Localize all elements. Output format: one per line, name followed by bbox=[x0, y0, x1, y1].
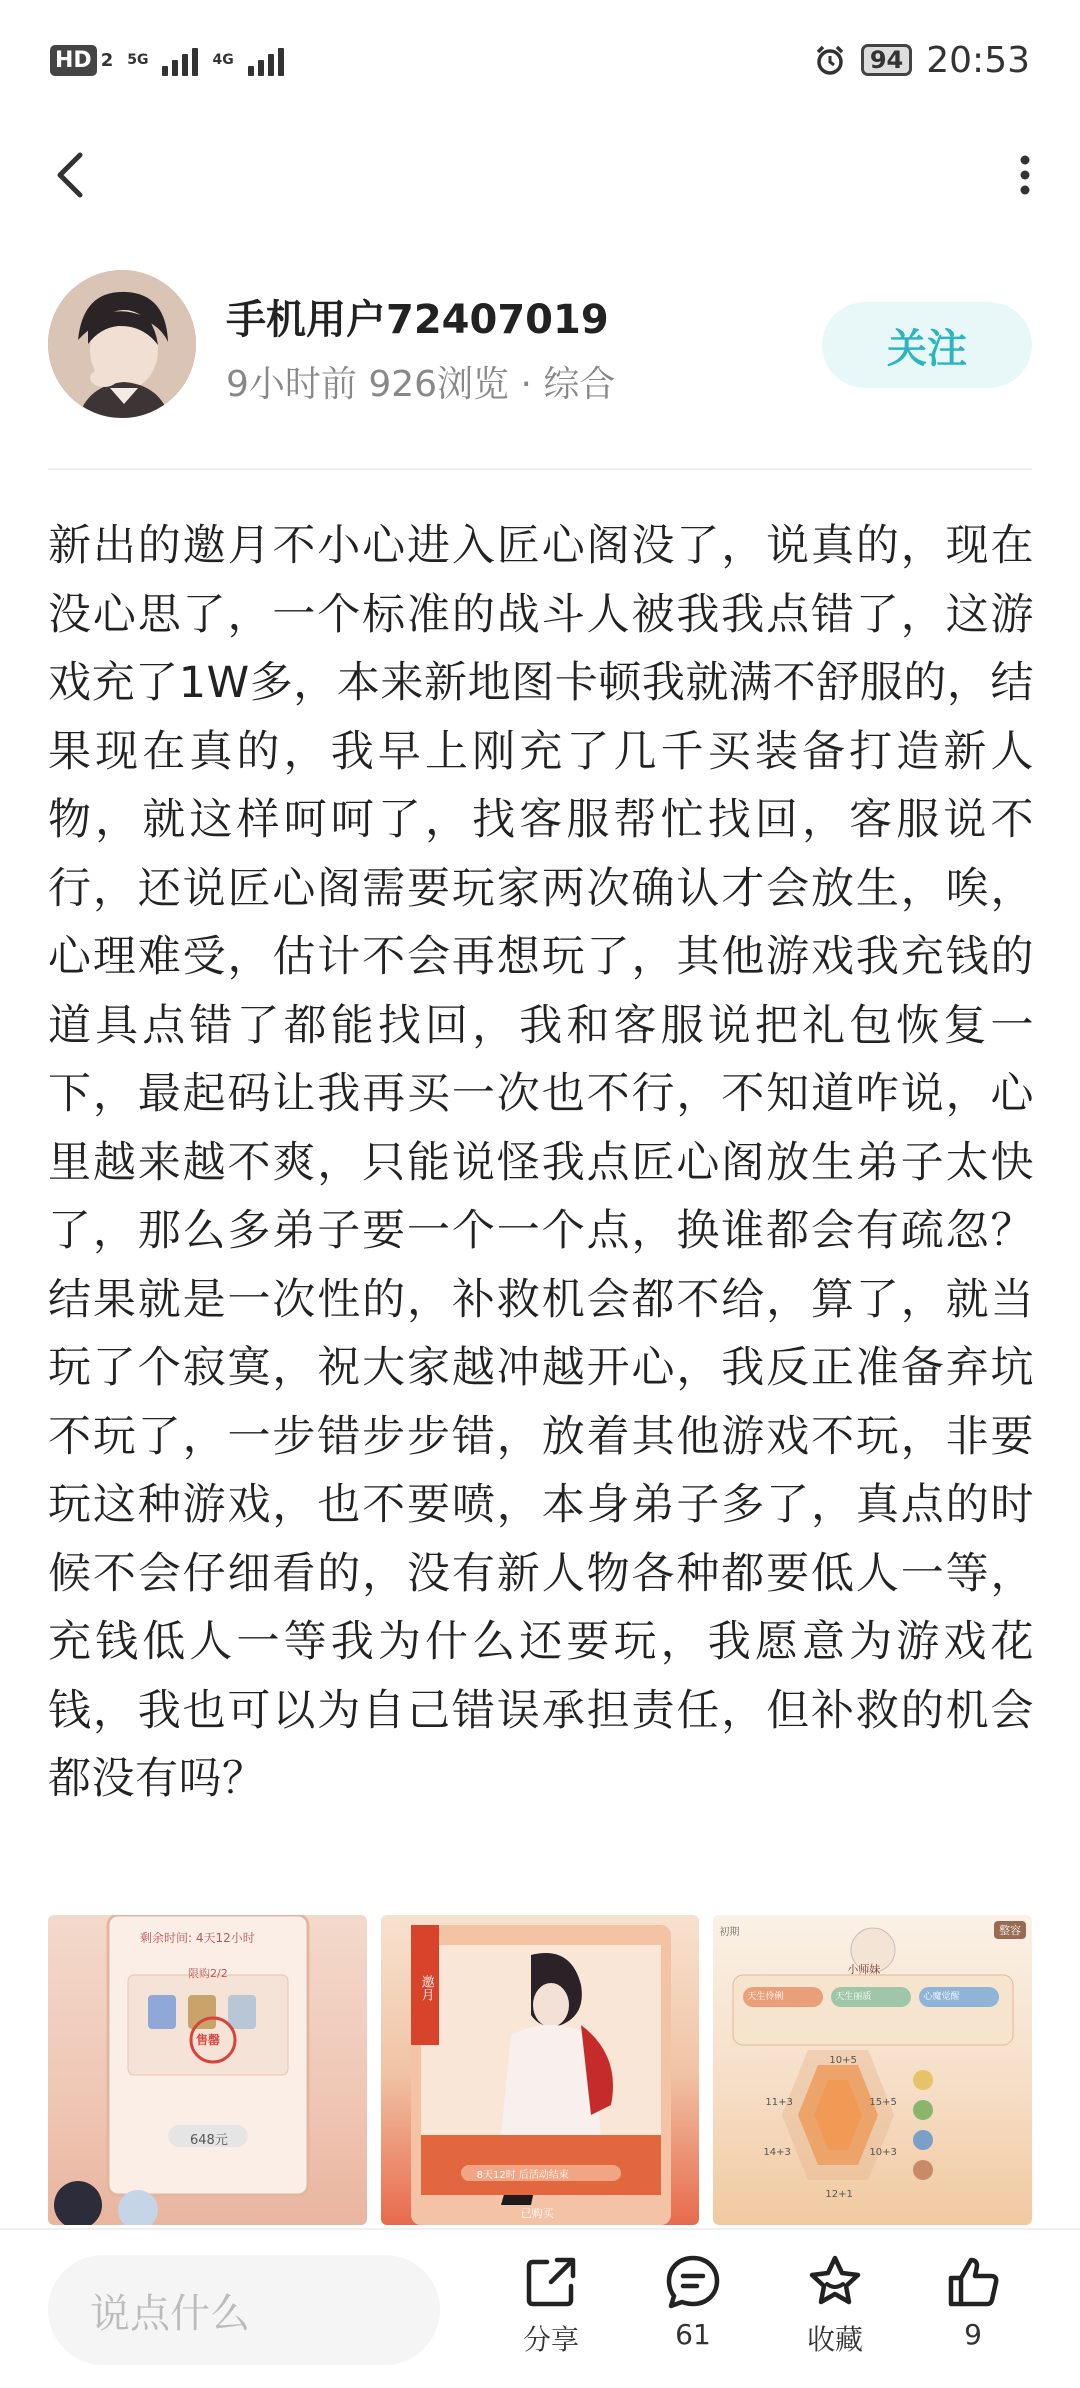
post-image-2[interactable] bbox=[381, 1915, 700, 2225]
author-name[interactable]: 手机用户72407019 bbox=[226, 297, 609, 343]
image-3-stat-2: 11+3 bbox=[765, 2097, 793, 2108]
top-nav bbox=[0, 120, 1080, 230]
image-3-tag-2: 天生丽质 bbox=[835, 1992, 872, 2002]
avatar-image bbox=[48, 270, 196, 418]
favorite-button[interactable] bbox=[780, 2252, 890, 2382]
post-image-3[interactable] bbox=[713, 1915, 1032, 2225]
network-5g bbox=[127, 53, 148, 67]
network-4g-label: 4G bbox=[212, 52, 234, 68]
share-label: 分享 bbox=[522, 2323, 579, 2356]
image-3-stat-3: 15+5 bbox=[869, 2097, 897, 2108]
image-3-name: 小师妹 bbox=[847, 1963, 881, 1976]
image-3-button: 整容 bbox=[994, 1921, 1026, 1939]
share-icon bbox=[521, 2252, 581, 2312]
comment-count: 61 bbox=[675, 2318, 711, 2351]
author-row bbox=[48, 270, 1032, 420]
image-3-tag-3: 心魔觉醒 bbox=[923, 1992, 960, 2002]
share-button[interactable] bbox=[496, 2252, 606, 2382]
image-3-stat-1: 10+5 bbox=[829, 2055, 857, 2066]
image-2-status: 已购买 bbox=[520, 2207, 554, 2220]
follow-button[interactable]: 关注 bbox=[822, 302, 1032, 388]
image-2-timer: 8天12时 后活动结束 bbox=[476, 2170, 569, 2181]
image-3-stat-6: 12+1 bbox=[825, 2189, 853, 2200]
image-3-stat-4: 14+3 bbox=[763, 2147, 791, 2158]
divider bbox=[48, 468, 1032, 470]
signal-icon-2 bbox=[248, 44, 284, 76]
image-3-stat-5: 10+3 bbox=[869, 2147, 897, 2158]
favorite-label: 收藏 bbox=[806, 2323, 863, 2356]
like-button[interactable] bbox=[918, 2252, 1028, 2382]
post-image-1[interactable] bbox=[48, 1915, 367, 2225]
image-2-name: 邀月 bbox=[418, 1975, 434, 2001]
network-5g-label: 5G bbox=[127, 52, 149, 68]
network-4g bbox=[212, 53, 233, 67]
sim-indicator: 2 bbox=[100, 49, 114, 71]
back-arrow-icon bbox=[40, 140, 110, 210]
image-strip bbox=[48, 1915, 1032, 2225]
star-icon bbox=[805, 2252, 865, 2312]
battery-indicator: 94 bbox=[861, 44, 912, 76]
gift-pack-image bbox=[48, 1915, 366, 2225]
comment-input[interactable]: 说点什么 bbox=[48, 2255, 440, 2365]
alarm-icon bbox=[813, 43, 847, 77]
status-bar bbox=[0, 0, 1080, 120]
image-1-price: 648元 bbox=[190, 2133, 228, 2148]
image-1-limit: 限购2/2 bbox=[188, 1967, 228, 1980]
thumbs-up-icon bbox=[943, 2252, 1003, 2312]
comment-icon bbox=[663, 2252, 723, 2312]
like-count: 9 bbox=[964, 2318, 982, 2351]
image-1-timer: 剩余时间: 4天12小时 bbox=[140, 1931, 255, 1945]
image-1-stamp: 售罄 bbox=[196, 2033, 221, 2047]
comment-button[interactable] bbox=[638, 2252, 748, 2382]
more-vertical-icon bbox=[970, 140, 1040, 210]
bottom-bar bbox=[0, 2228, 1080, 2388]
signal-icon bbox=[162, 44, 198, 76]
image-3-tag-1: 天生伶俐 bbox=[747, 1992, 784, 2002]
more-options-button[interactable] bbox=[970, 140, 1040, 210]
post-meta: 9小时前 926浏览 · 综合 bbox=[226, 364, 616, 405]
hd-badge: HD bbox=[50, 45, 97, 76]
status-left bbox=[50, 44, 284, 76]
status-right bbox=[813, 40, 1030, 81]
post-content: 新出的邀月不小心进入匠心阁没了，说真的，现在没心思了，一个标准的战斗人被我我点错了，这游戏充了1W多，本来新地图卡顿我就满不舒服的，结果现在真的，我早上刚充了几千买装备打造新人物，就这样呵呵了，找客服帮忙找回，客服说不行，还说匠心阁需要玩家两次确认才会放生，唉，心理难受，估计不会再想玩了，其他游戏我充钱的道具点错了都能找回，我和客服说把礼包恢复一下，最起码让我再买一次也不行，不知道咋说，心里越来越不爽，只能说怪我点匠心阁放生弟子太快了，那么多弟子要一个一个点，换谁都会有疏忽？结果就是一次性的，补救机会都不给，算了，就当玩了个寂寞，祝大家越冲越开心，我反正准备弃坑不玩了，一步错步步错，放着其他游戏不玩，非要玩这种游戏，也不要喷，本身弟子多了，真点的时候不会仔细看的，没有新人物各种都要低人一等，充钱低人一等我为什么还要玩，我愿意为游戏花钱，我也可以为自己错误承担责任，但补救的机会都没有吗？ bbox=[48, 521, 1034, 1804]
avatar[interactable] bbox=[48, 270, 196, 418]
image-3-top: 初期 bbox=[719, 1927, 740, 1938]
back-button[interactable] bbox=[40, 140, 110, 210]
clock: 20:53 bbox=[926, 39, 1030, 81]
